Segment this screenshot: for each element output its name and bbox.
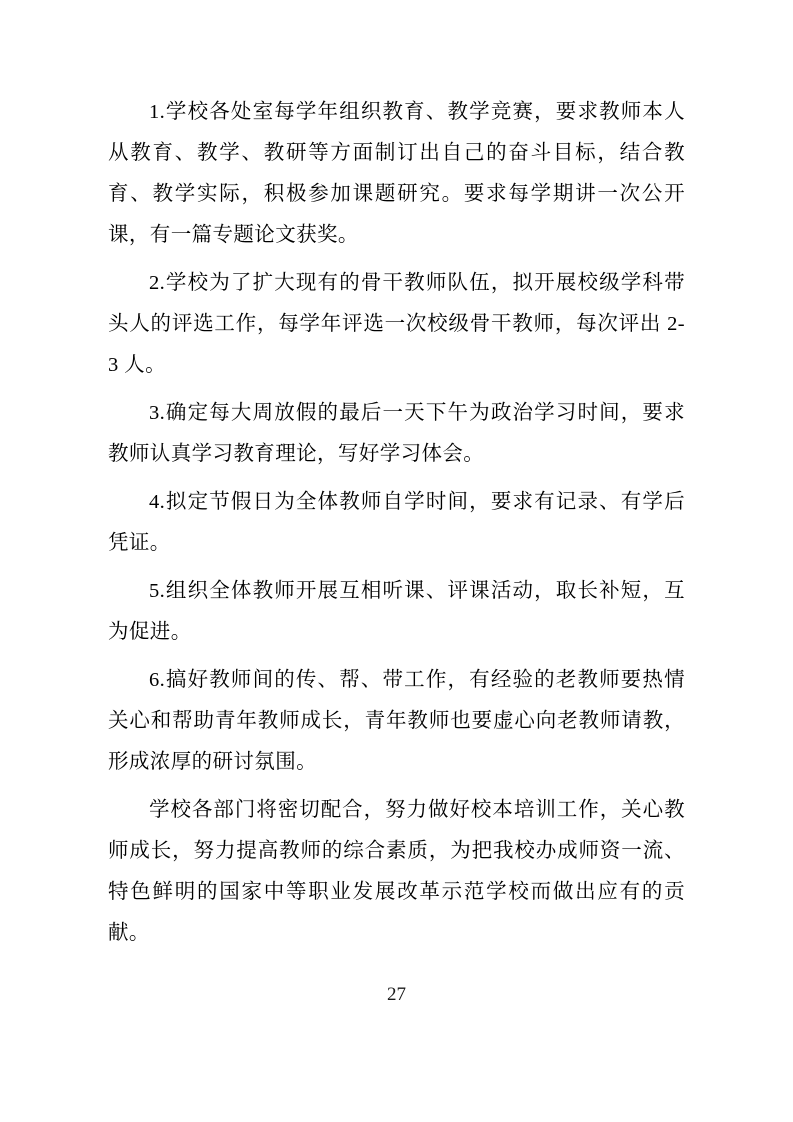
- paragraph: 5.组织全体教师开展互相听课、评课活动，取长补短，互为促进。: [108, 580, 685, 643]
- paragraph: 3.确定每大周放假的最后一天下午为政治学习时间，要求教师认真学习教育理论，写好学习体会。: [108, 402, 685, 465]
- paragraph: 1.学校各处室每学年组织教育、教学竞赛，要求教师本人从教育、教学、教研等方面制订出自己的奋斗目标，结合教育、教学实际，积极参加课题研究。要求每学期讲一次公开课，有一篇专题论文获奖。: [108, 101, 685, 246]
- paragraph: 2.学校为了扩大现有的骨干教师队伍，拟开展校级学科带头人的评选工作，每学年评选一次校级骨干教师，每次评出 2-3 人。: [108, 272, 685, 376]
- paragraph: 学校各部门将密切配合，努力做好校本培训工作，关心教师成长，努力提高教师的综合素质，为把我校办成师资一流、特色鲜明的国家中等职业发展改革示范学校而做出应有的贡献。: [108, 799, 685, 944]
- page-number: 27: [387, 984, 406, 1005]
- document-body: [108, 92, 685, 954]
- paragraph: 4.拟定节假日为全体教师自学时间，要求有记录、有学后凭证。: [108, 491, 685, 554]
- paragraph: 6.搞好教师间的传、帮、带工作，有经验的老教师要热情关心和帮助青年教师成长，青年教师也要虚心向老教师请教，形成浓厚的研讨氛围。: [108, 669, 685, 773]
